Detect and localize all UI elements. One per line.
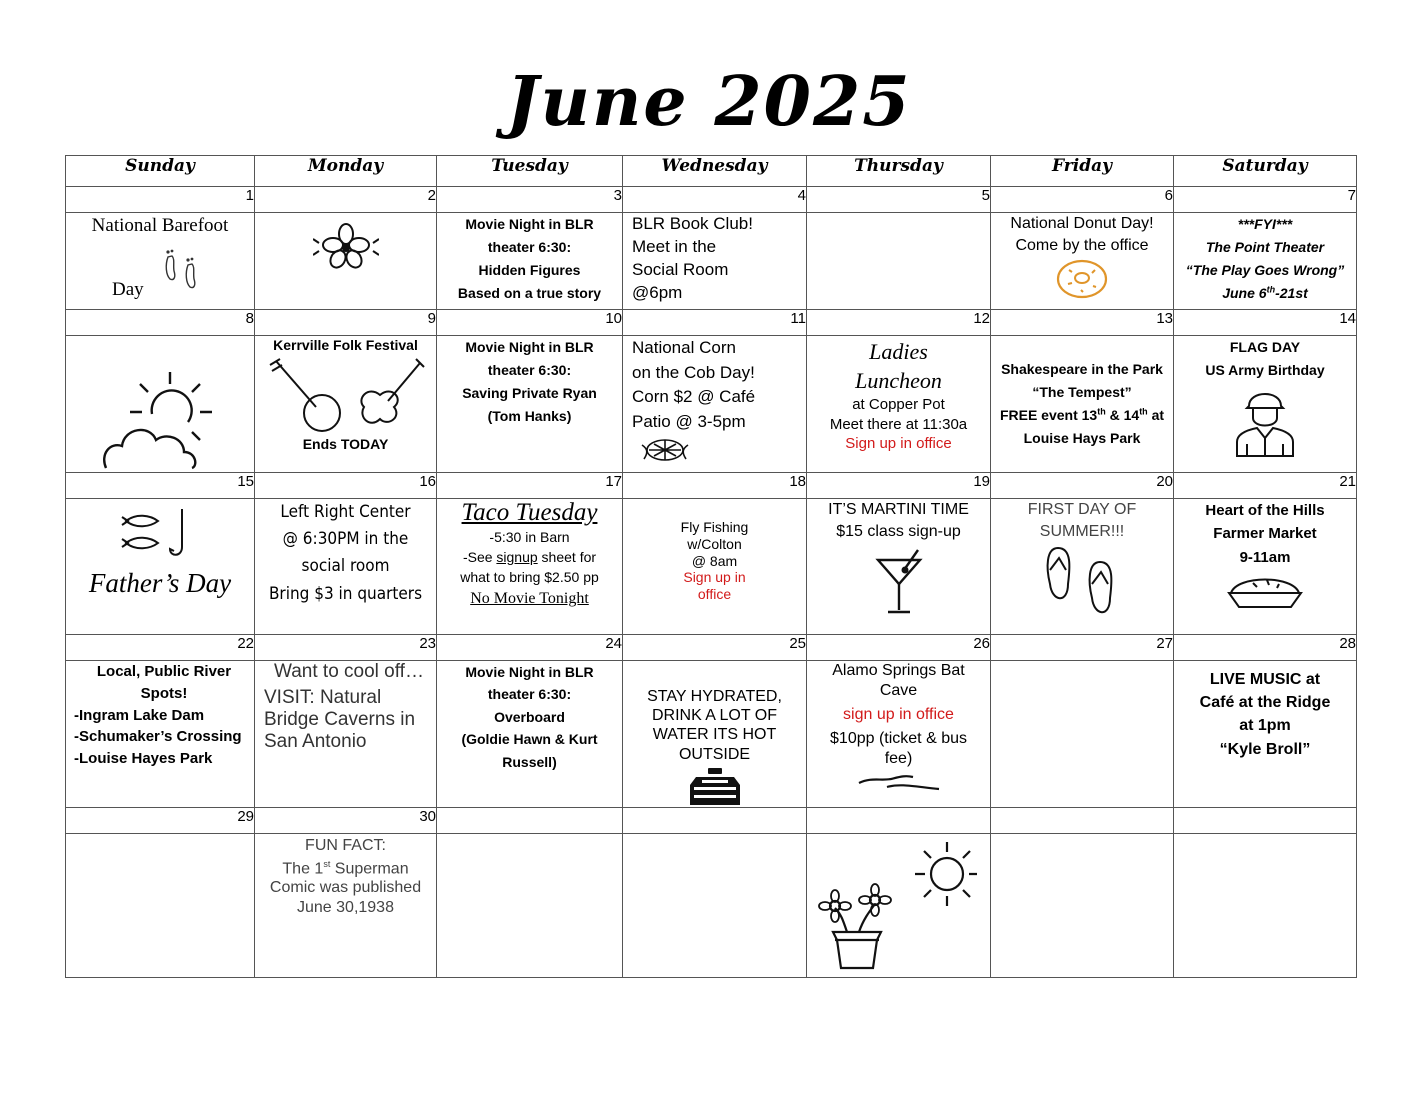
event-cell-jun-7 bbox=[1174, 213, 1357, 310]
event-text: at Copper Pot bbox=[852, 396, 945, 414]
event-text: $15 class sign-up bbox=[836, 522, 961, 540]
event-text: theater 6:30: bbox=[487, 239, 572, 256]
event-text: Movie Night in BLR bbox=[465, 339, 594, 355]
event-text: Meet in the bbox=[632, 236, 717, 256]
event-cell-jun-4 bbox=[623, 213, 807, 310]
event-text: Overboard bbox=[494, 708, 565, 725]
event-text: -Louise Hayes Park bbox=[74, 750, 213, 767]
event-text: STAY HYDRATED, bbox=[647, 688, 782, 705]
pie-icon bbox=[1227, 571, 1303, 611]
empty-cell bbox=[991, 833, 1174, 977]
event-text: June 6th-21st bbox=[1222, 284, 1308, 302]
day-header-thursday: Thursday bbox=[807, 156, 991, 187]
event-text: -Ingram Lake Dam bbox=[74, 706, 205, 724]
soldier-icon bbox=[1233, 384, 1297, 458]
event-text: Heart of the Hills bbox=[1205, 502, 1325, 519]
event-text: Café at the Ridge bbox=[1199, 694, 1331, 712]
event-text: BLR Book Club! bbox=[632, 214, 753, 233]
banjo-guitar-icon bbox=[266, 357, 426, 433]
event-text: National Barefoot bbox=[91, 215, 229, 236]
date-number: 28 bbox=[1174, 635, 1357, 661]
event-cell-jun-15 bbox=[66, 499, 255, 635]
date-number bbox=[991, 807, 1174, 833]
fish-hook-icon bbox=[120, 507, 200, 559]
footprints-icon bbox=[162, 245, 202, 293]
decorative-cell bbox=[807, 833, 991, 977]
flowers-sun-icon bbox=[807, 834, 977, 970]
event-text: Day bbox=[112, 279, 144, 300]
event-text: SUMMER!!! bbox=[1039, 522, 1125, 540]
date-number: 19 bbox=[807, 473, 991, 499]
date-number: 12 bbox=[807, 310, 991, 336]
event-text: Kerrville Folk Festival bbox=[273, 337, 418, 353]
date-number: 2 bbox=[255, 187, 437, 213]
event-text: @ 6:30PM in the bbox=[282, 529, 409, 550]
event-text: DRINK A LOT OF bbox=[651, 707, 778, 725]
event-text: w/Colton bbox=[687, 535, 742, 552]
event-text: Comic was published bbox=[269, 879, 422, 897]
date-number: 1 bbox=[66, 187, 255, 213]
event-text: Movie Night in BLR bbox=[465, 216, 594, 232]
event-cell-jun-12 bbox=[807, 336, 991, 473]
event-text: Social Room bbox=[632, 259, 729, 279]
event-text: Bridge Caverns in bbox=[264, 708, 416, 730]
martini-icon bbox=[874, 548, 924, 616]
empty-cell bbox=[1174, 833, 1357, 977]
event-text: Taco Tuesday bbox=[461, 499, 598, 526]
date-number: 7 bbox=[1174, 187, 1357, 213]
event-text: $10pp (ticket & bus bbox=[830, 730, 967, 747]
event-cell-jun-5 bbox=[807, 213, 991, 310]
event-cell-jun-25 bbox=[623, 661, 807, 808]
event-cell-jun-17 bbox=[437, 499, 623, 635]
date-number: 22 bbox=[66, 635, 255, 661]
event-cell-jun-23 bbox=[255, 661, 437, 808]
event-text: Patio @ 3-5pm bbox=[632, 411, 746, 431]
event-cell-jun-8 bbox=[66, 336, 255, 473]
event-text: fee) bbox=[884, 750, 913, 767]
date-number: 8 bbox=[66, 310, 255, 336]
event-cell-jun-24 bbox=[437, 661, 623, 808]
event-text: -5:30 in Barn bbox=[489, 528, 570, 545]
date-number: 30 bbox=[255, 807, 437, 833]
event-cell-jun-1 bbox=[66, 213, 255, 310]
event-text: Sign up in office bbox=[845, 435, 952, 453]
event-text: Sign up in bbox=[683, 569, 746, 586]
event-text: Alamo Springs Bat bbox=[832, 662, 965, 679]
date-number: 18 bbox=[623, 473, 807, 499]
event-cell-jun-11 bbox=[623, 336, 807, 473]
event-cell-jun-10 bbox=[437, 336, 623, 473]
event-cell-jun-29 bbox=[66, 833, 255, 977]
event-text: Russell) bbox=[502, 753, 557, 770]
event-text: Ends TODAY bbox=[302, 435, 389, 452]
date-number bbox=[1174, 807, 1357, 833]
event-text: OUTSIDE bbox=[678, 745, 751, 763]
event-text: social room bbox=[301, 556, 390, 577]
day-header-monday: Monday bbox=[255, 156, 437, 187]
event-text: Luncheon bbox=[855, 367, 942, 393]
calendar-grid bbox=[65, 155, 1357, 978]
event-text: FREE event 13th & 14th at bbox=[999, 406, 1165, 424]
event-text: Father’s Day bbox=[88, 568, 232, 598]
event-text: Want to cool off… bbox=[274, 661, 424, 682]
day-header-wednesday: Wednesday bbox=[623, 156, 807, 187]
date-number bbox=[437, 807, 623, 833]
day-header-tuesday: Tuesday bbox=[437, 156, 623, 187]
date-number: 5 bbox=[807, 187, 991, 213]
event-text: Farmer Market bbox=[1213, 525, 1317, 543]
event-cell-jun-14 bbox=[1174, 336, 1357, 473]
event-cell-jun-26 bbox=[807, 661, 991, 808]
date-number: 24 bbox=[437, 635, 623, 661]
event-text: Corn $2 @ Café bbox=[632, 387, 756, 407]
event-text: office bbox=[697, 586, 732, 603]
date-number: 26 bbox=[807, 635, 991, 661]
corn-icon bbox=[640, 435, 690, 465]
event-text: Come by the office bbox=[1015, 236, 1149, 254]
event-text: FIRST DAY OF bbox=[1027, 501, 1137, 518]
event-cell-jun-21 bbox=[1174, 499, 1357, 635]
day-header-sunday: Sunday bbox=[66, 156, 255, 187]
event-cell-jun-3 bbox=[437, 213, 623, 310]
date-number bbox=[623, 807, 807, 833]
date-number: 14 bbox=[1174, 310, 1357, 336]
event-text: Shakespeare in the Park bbox=[1001, 361, 1163, 377]
donut-icon bbox=[1055, 258, 1109, 300]
event-text: FLAG DAY bbox=[1229, 339, 1301, 355]
date-number bbox=[807, 807, 991, 833]
event-cell-jun-30 bbox=[255, 833, 437, 977]
event-text: “Kyle Broll” bbox=[1219, 740, 1311, 758]
event-text: (Tom Hanks) bbox=[487, 408, 572, 425]
event-text: @ 8am bbox=[691, 552, 738, 569]
event-text: VISIT: Natural bbox=[264, 686, 382, 708]
event-text: WATER ITS HOT bbox=[652, 726, 777, 744]
empty-cell bbox=[437, 833, 623, 977]
event-text: US Army Birthday bbox=[1205, 362, 1325, 379]
event-text: Hidden Figures bbox=[478, 262, 581, 279]
event-text: sign up in office bbox=[843, 706, 954, 723]
event-cell-jun-20 bbox=[991, 499, 1174, 635]
date-number: 17 bbox=[437, 473, 623, 499]
event-cell-jun-13 bbox=[991, 336, 1174, 473]
date-number: 11 bbox=[623, 310, 807, 336]
event-text: theater 6:30: bbox=[487, 686, 572, 703]
event-text: National Corn bbox=[632, 338, 736, 357]
day-header-saturday: Saturday bbox=[1174, 156, 1357, 187]
event-cell-jun-16 bbox=[255, 499, 437, 635]
event-text: Meet there at 11:30a bbox=[829, 415, 968, 433]
event-text: Bring $3 in quarters bbox=[268, 583, 423, 604]
event-text: Left Right Center bbox=[280, 502, 411, 522]
date-number: 4 bbox=[623, 187, 807, 213]
bats-icon bbox=[857, 771, 941, 793]
event-text: June 30,1938 bbox=[297, 898, 394, 916]
date-number: 29 bbox=[66, 807, 255, 833]
sun-cloud-icon bbox=[100, 370, 220, 470]
event-text: Ladies bbox=[869, 339, 928, 364]
date-number: 15 bbox=[66, 473, 255, 499]
event-text: 9-11am bbox=[1239, 548, 1291, 566]
event-cell-jun-28 bbox=[1174, 661, 1357, 808]
event-text: The 1st Superman bbox=[282, 858, 409, 878]
event-text: Saving Private Ryan bbox=[462, 385, 597, 402]
event-cell-jun-22 bbox=[66, 661, 255, 808]
event-text: -See signup sheet for bbox=[462, 548, 597, 565]
event-text: Local, Public River bbox=[96, 663, 232, 680]
event-text: National Donut Day! bbox=[1010, 215, 1154, 232]
event-text: Cave bbox=[879, 682, 918, 699]
event-text: “The Tempest” bbox=[1032, 384, 1132, 401]
event-text: Fly Fishing bbox=[680, 519, 749, 535]
date-number: 10 bbox=[437, 310, 623, 336]
date-number: 16 bbox=[255, 473, 437, 499]
date-number: 9 bbox=[255, 310, 437, 336]
empty-cell bbox=[623, 833, 807, 977]
flip-flops-icon bbox=[1044, 544, 1120, 624]
day-header-friday: Friday bbox=[991, 156, 1174, 187]
event-text: Louise Hays Park bbox=[1023, 430, 1141, 447]
date-number: 3 bbox=[437, 187, 623, 213]
event-text: -Schumaker’s Crossing bbox=[74, 728, 242, 746]
event-text: The Point Theater bbox=[1205, 239, 1325, 256]
hibiscus-flower-icon bbox=[313, 221, 379, 271]
date-number: 23 bbox=[255, 635, 437, 661]
date-number: 6 bbox=[991, 187, 1174, 213]
event-cell-jun-19 bbox=[807, 499, 991, 635]
date-number: 25 bbox=[623, 635, 807, 661]
event-text: Based on a true story bbox=[457, 285, 602, 302]
event-text: LIVE MUSIC at bbox=[1209, 671, 1321, 688]
date-number: 21 bbox=[1174, 473, 1357, 499]
event-text: FUN FACT: bbox=[305, 836, 386, 854]
event-text: IT’S MARTINI TIME bbox=[828, 501, 969, 518]
event-text: at 1pm bbox=[1239, 717, 1291, 735]
event-text: ***FYI*** bbox=[1237, 216, 1293, 232]
date-number: 20 bbox=[991, 473, 1174, 499]
date-number: 13 bbox=[991, 310, 1174, 336]
event-cell-jun-6 bbox=[991, 213, 1174, 310]
event-text: (Goldie Hawn & Kurt bbox=[461, 731, 598, 748]
event-text: theater 6:30: bbox=[487, 362, 572, 379]
date-number: 27 bbox=[991, 635, 1174, 661]
event-text: San Antonio bbox=[264, 730, 367, 752]
calendar-title: June 2025 bbox=[506, 62, 912, 142]
event-cell-jun-9 bbox=[255, 336, 437, 473]
event-text: what to bring $2.50 pp bbox=[460, 569, 599, 586]
event-text: No Movie Tonight bbox=[470, 590, 589, 608]
event-text: on the Cob Day! bbox=[632, 362, 755, 382]
event-text: “The Play Goes Wrong” bbox=[1185, 262, 1345, 279]
water-jug-icon bbox=[688, 767, 742, 807]
event-text: @6pm bbox=[632, 282, 683, 302]
event-cell-jun-27 bbox=[991, 661, 1174, 808]
event-cell-jun-18 bbox=[623, 499, 807, 635]
event-text: Spots! bbox=[140, 684, 188, 702]
event-text: Movie Night in BLR bbox=[465, 664, 594, 680]
event-cell-jun-2 bbox=[255, 213, 437, 310]
